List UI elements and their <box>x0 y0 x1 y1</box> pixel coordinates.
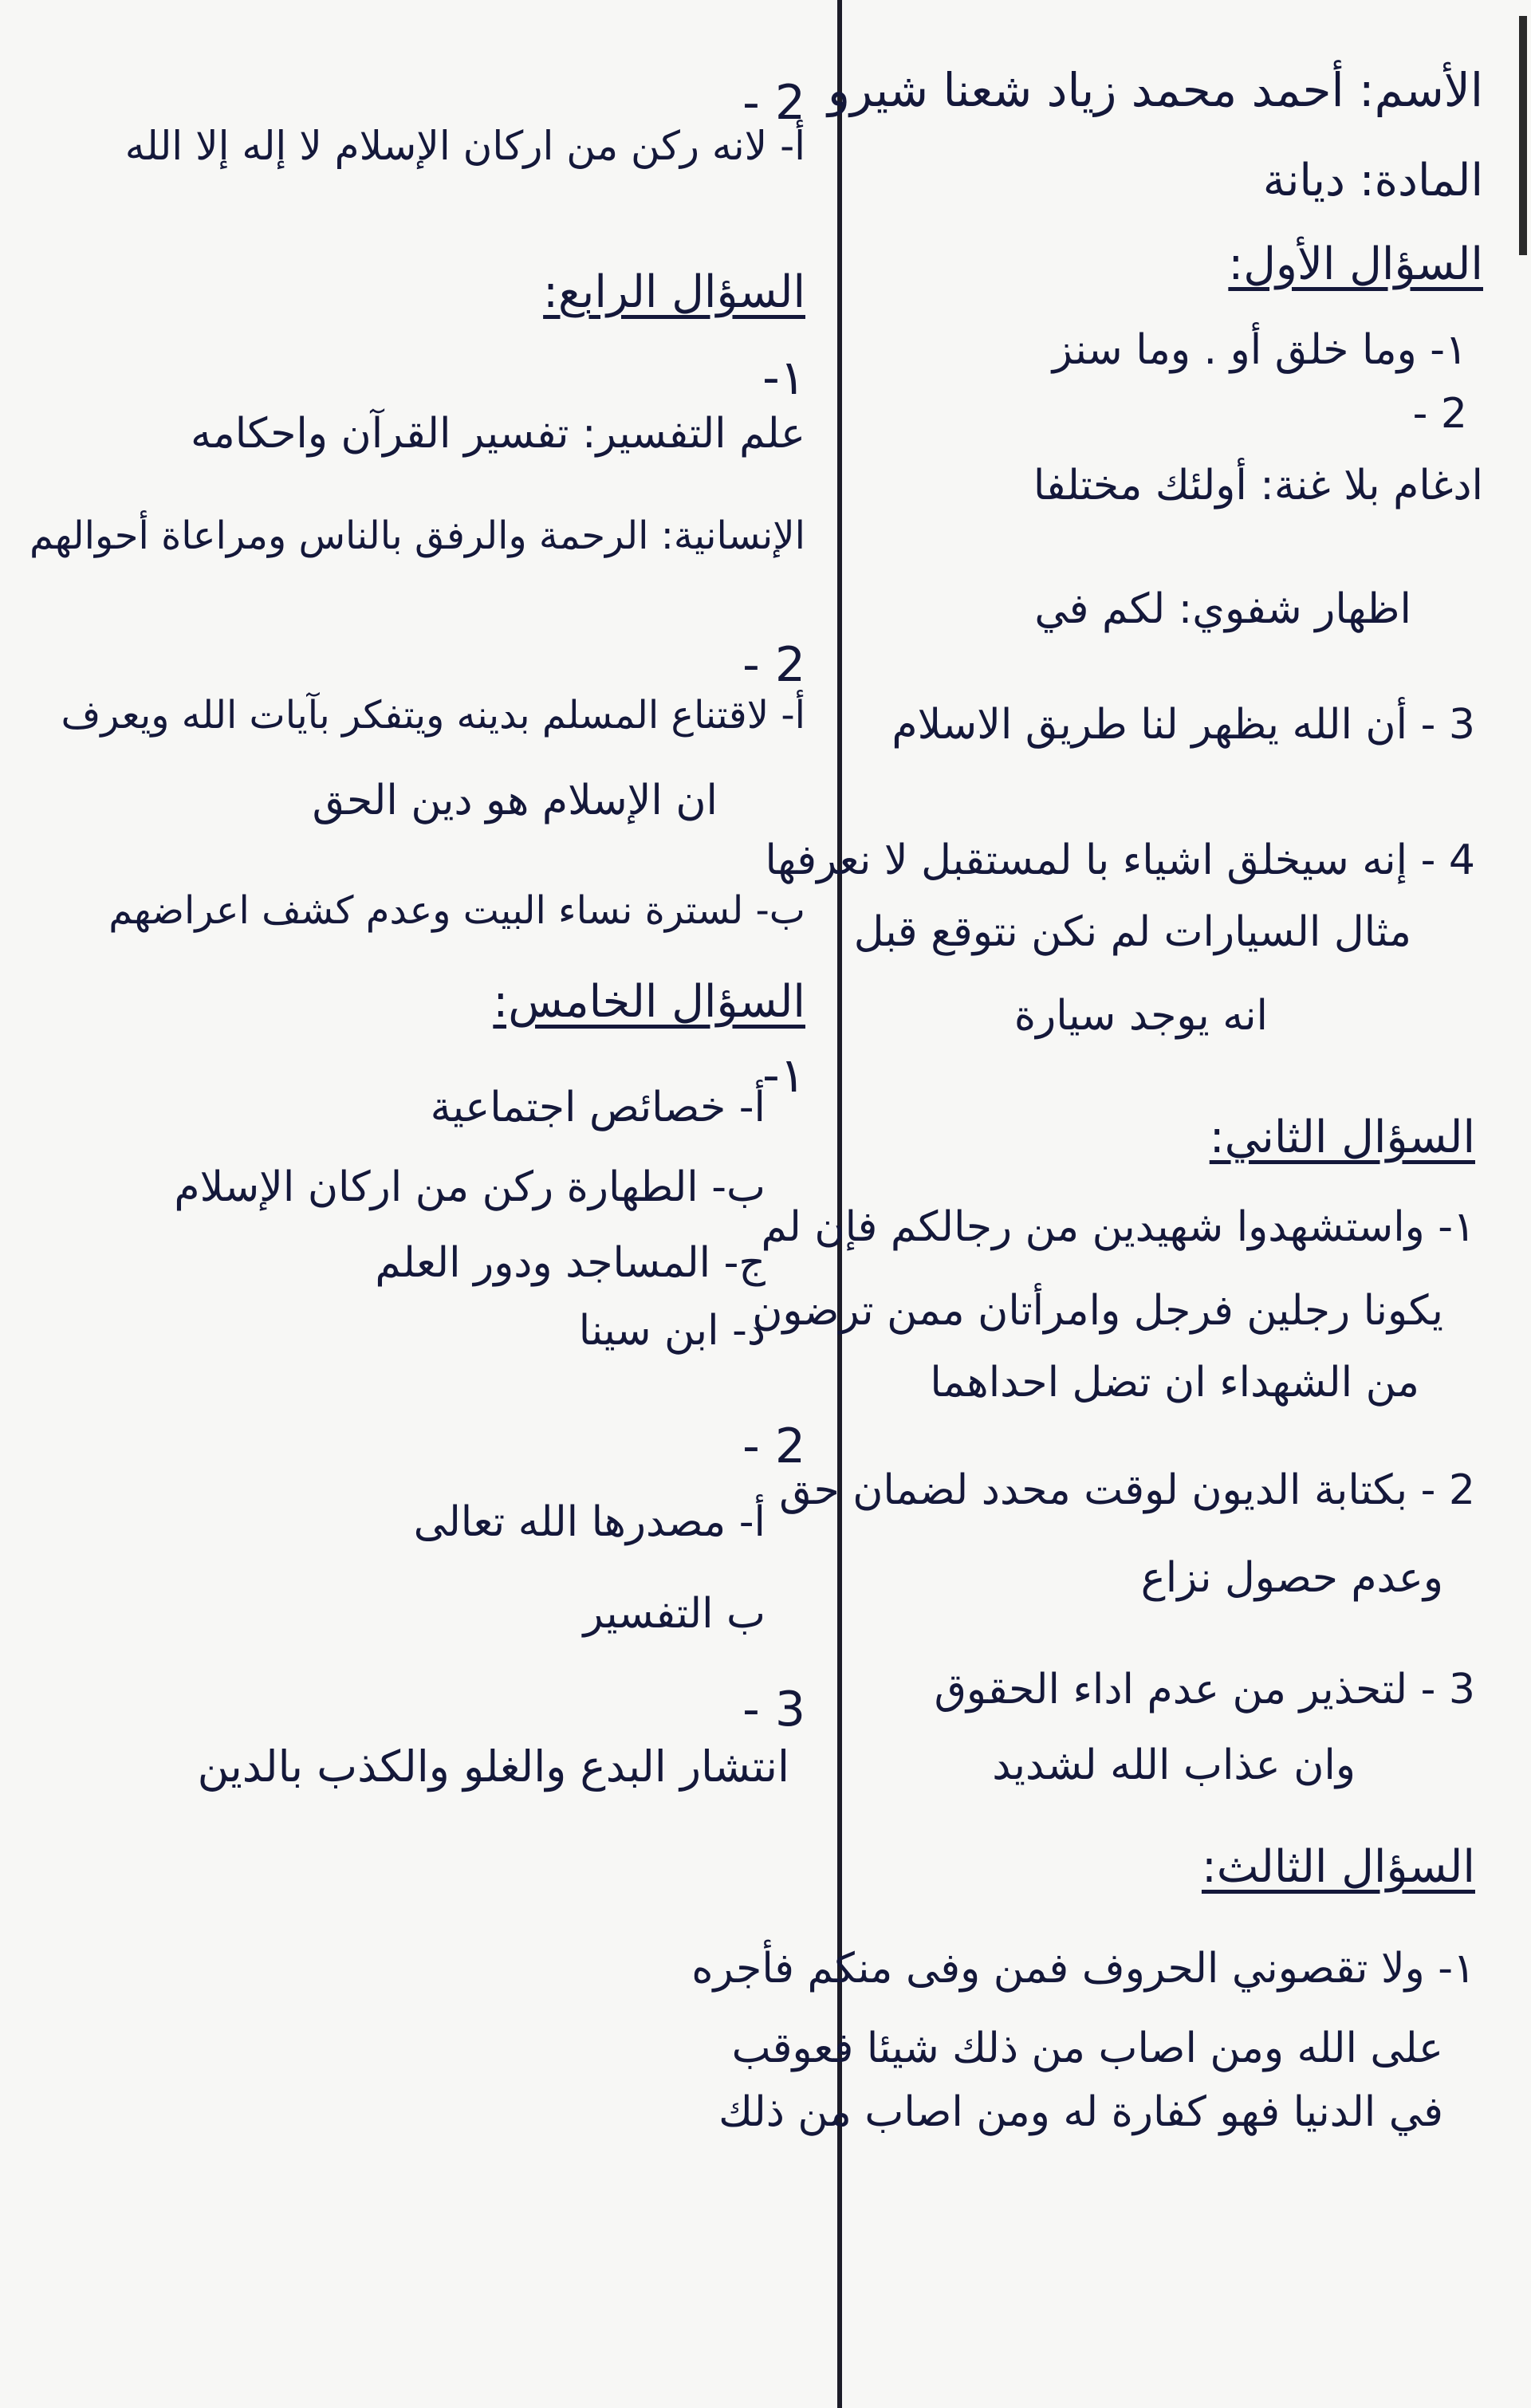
q3-answer-1-line-1: ١- ولا تقصوني الحروف فمن وفى منكم فأجره <box>691 1945 1475 1993</box>
q5-number-2: 2 - <box>742 1418 805 1474</box>
q5-answer-1a: أ- خصائص اجتماعية <box>430 1084 766 1131</box>
q3-answer-2: أ- لانه ركن من اركان الإسلام لا إله إلا الله <box>124 123 805 169</box>
q4-heading: السؤال الرابع: <box>543 266 805 318</box>
q5-answer-3: انتشار البدع والغلو والكذب بالدين <box>197 1741 789 1792</box>
q4-number-2: 2 - <box>742 637 805 693</box>
q5-answer-2a: أ- مصدرها الله تعالى <box>413 1498 766 1546</box>
q3-number-2: 2 - <box>742 75 805 131</box>
q3-answer-1-line-2: على الله ومن اصاب من ذلك شيئا فعوقب <box>731 2024 1443 2072</box>
q2-answer-2-line-2: وعدم حصول نزاع <box>1140 1554 1443 1602</box>
page-edge-mark <box>1519 16 1527 255</box>
q1-answer-4-line-3: انه يوجد سيارة <box>1013 992 1268 1040</box>
q4-answer-1-line-1: علم التفسير: تفسير القرآن واحكامه <box>190 410 805 458</box>
q5-heading: السؤال الخامس: <box>493 976 805 1028</box>
subject-line: المادة: ديانة <box>1262 155 1483 207</box>
q5-answer-2b: ب التفسير <box>583 1590 766 1638</box>
q2-answer-1-line-2: يكونا رجلين فرجل وامرأتان ممن ترضون <box>752 1287 1443 1335</box>
q5-answer-1b: ب- الطهارة ركن من اركان الإسلام <box>174 1163 766 1211</box>
q2-answer-3-line-1: 3 - لتحذير من عدم اداء الحقوق <box>934 1666 1475 1714</box>
q5-number-3: 3 - <box>742 1682 805 1737</box>
q1-answer-4-line-2: مثال السيارات لم نكن نتوقع قبل <box>853 908 1411 956</box>
q4-answer-1-line-2: الإنسانية: الرحمة والرفق بالناس ومراعاة أحوالهم <box>29 513 805 558</box>
q4-answer-2-line-3: ب- لسترة نساء البيت وعدم كشف اعراضهم <box>108 888 805 933</box>
q1-answer-3: 3 - أن الله يظهر لنا طريق الاسلام <box>891 701 1475 749</box>
q2-answer-1-line-3: من الشهداء ان تضل احداهما <box>930 1359 1419 1407</box>
q5-answer-1c: ج- المساجد ودور العلم <box>375 1239 766 1287</box>
q1-number-2: 2 - <box>1412 390 1467 438</box>
q5-answer-1d: د- ابن سينا <box>578 1307 766 1355</box>
q3-heading: السؤال الثالث: <box>1201 1841 1475 1893</box>
q1-answer-2: ادغام بلا غنة: أولئك مختلفا <box>1033 462 1483 510</box>
q2-answer-2-line-1: 2 - بكتابة الديون لوقت محدد لضمان حق <box>779 1466 1475 1514</box>
q1-heading: السؤال الأول: <box>1228 238 1483 290</box>
q1-answer-2b: اظهار شفوي: لكم في <box>1034 585 1411 633</box>
q2-answer-3-line-2: وان عذاب الله لشديد <box>992 1741 1356 1789</box>
q4-number-1: ١- <box>762 350 805 406</box>
q2-answer-1-line-1: ١- واستشهدوا شهيدين من رجالكم فإن لم <box>761 1203 1475 1251</box>
q4-answer-2-line-2: ان الإسلام هو دين الحق <box>312 777 718 824</box>
q1-answer-4-line-1: 4 - إنه سيخلق اشياء با لمستقبل لا نعرفها <box>765 836 1475 884</box>
student-name: الأسم: أحمد محمد زياد شعنا شيرو <box>827 63 1483 117</box>
q5-number-1: ١- <box>762 1048 805 1104</box>
q1-answer-1: ١- وما خلق أو . وما سنز <box>1052 326 1467 374</box>
q4-answer-2-line-1: أ- لاقتناع المسلم بدينه ويتفكر بآيات الله ويعرف <box>61 693 805 738</box>
q2-heading: السؤال الثاني: <box>1209 1112 1475 1163</box>
q3-answer-1-line-3: في الدنيا فهو كفارة له ومن اصاب من ذلك <box>718 2088 1443 2136</box>
